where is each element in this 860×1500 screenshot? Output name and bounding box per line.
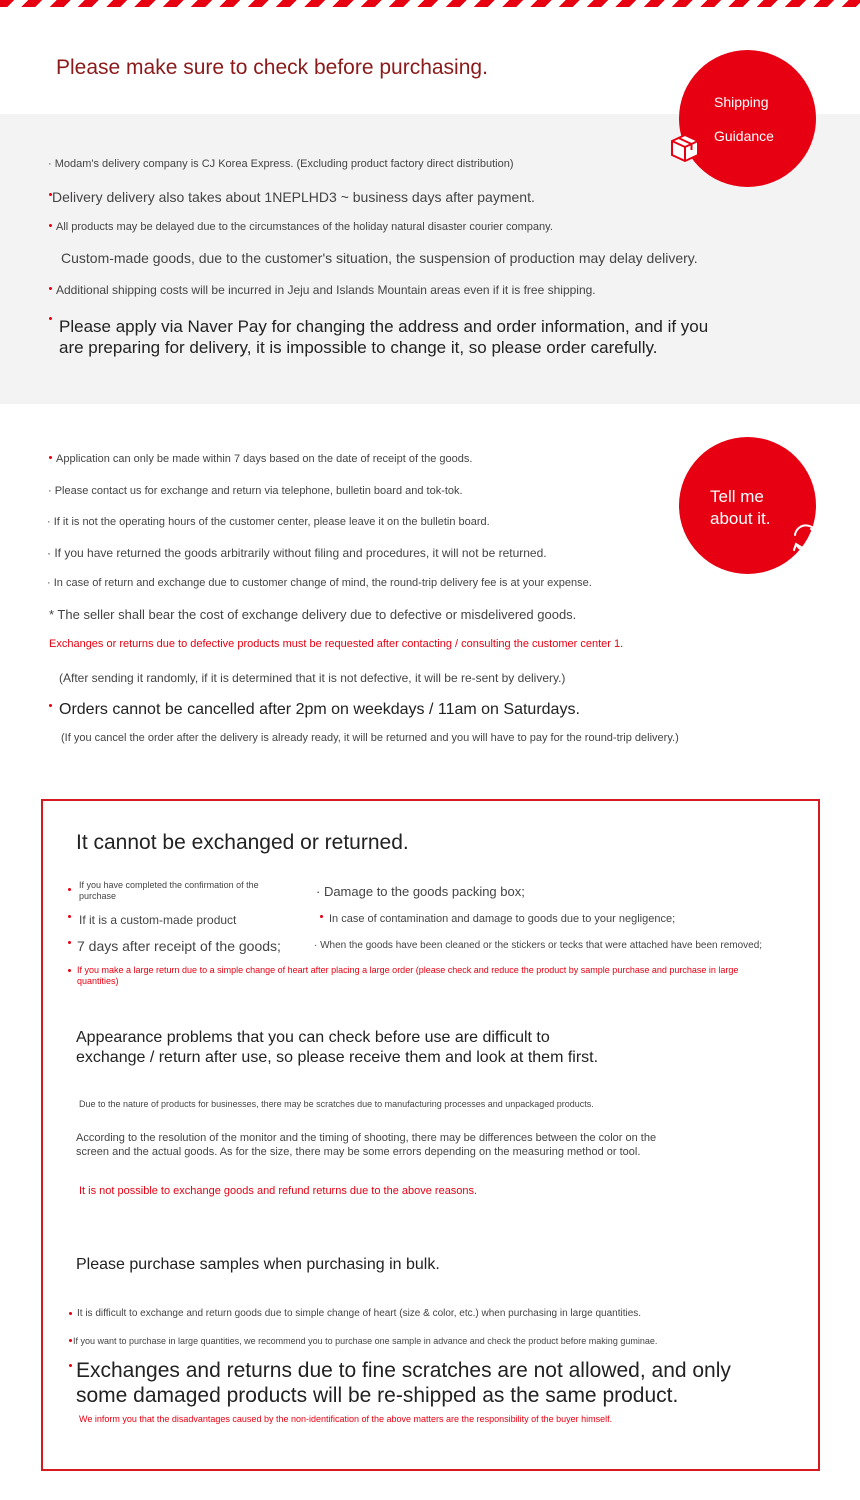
appearance-note: Due to the nature of products for businesses, there may be scratches due to manufacturing processes and unpackaged products. (79, 1099, 594, 1109)
no-return-right-item: In case of contamination and damage to goods due to your negligence; (329, 913, 676, 925)
exchange-item: · In case of return and exchange due to customer change of mind, the round-trip delivery fee is at your expense. (47, 577, 592, 589)
exchange-item: * The seller shall bear the cost of exchange delivery due to defective or misdelivered goods. (49, 607, 577, 622)
bullet-dot (68, 888, 71, 891)
bullet-dot (49, 704, 52, 707)
bullet-dot (320, 915, 323, 918)
box-icon (669, 132, 701, 164)
no-return-left-item: 7 days after receipt of the goods; (77, 938, 281, 954)
exchange-item: (After sending it randomly, if it is determined that it is not defective, it will be re-sent by delivery.) (59, 671, 566, 685)
shipping-item: · Modam's delivery company is CJ Korea Express. (Excluding product factory direct distribution) (48, 158, 514, 170)
shipping-guidance-badge (679, 50, 816, 187)
bullet-dot (69, 1339, 72, 1342)
shipping-item: are preparing for delivery, it is impossible to change it, so please order carefully. (59, 338, 658, 357)
bulk-item: It is difficult to exchange and return goods due to simple change of heart (size & color, etc.) when purchasing in large quantities. (77, 1308, 642, 1319)
shipping-badge-line1: Shipping (714, 94, 769, 110)
shipping-badge-line2: Guidance (714, 128, 774, 144)
bullet-dot (68, 969, 71, 972)
bullet-dot (49, 456, 52, 459)
shipping-item: Delivery delivery also takes about 1NEPLHD3 ~ business days after payment. (52, 189, 535, 205)
bullet-dot (68, 941, 71, 944)
appearance-note: screen and the actual goods. As for the size, there may be some errors depending on the measuring method or tool. (76, 1146, 641, 1158)
bullet-dot (69, 1312, 72, 1315)
bulk-emphasis-line1: Exchanges and returns due to fine scratches are not allowed, and only (76, 1359, 731, 1382)
exchange-item: Orders cannot be cancelled after 2pm on weekdays / 11am on Saturdays. (59, 701, 580, 718)
bullet-dot (49, 287, 52, 290)
appearance-title-line2: exchange / return after use, so please receive them and look at them first. (76, 1049, 599, 1066)
bullet-dot (49, 224, 52, 227)
exchange-item-warning: Exchanges or returns due to defective products must be requested after contacting / consulting the customer center 1. (49, 638, 624, 650)
large-order-note: If you make a large return due to a simple change of heart after placing a large order (please check and reduce the product by sample purchase and purchase in large quantities) (77, 965, 739, 986)
no-return-right-item: · When the goods have been cleaned or the stickers or tecks that were attached have been removed; (314, 940, 763, 951)
shipping-item: Additional shipping costs will be incurred in Jeju and Islands Mountain areas even if it is free shipping. (56, 283, 596, 297)
tell-badge-line2: about it. (710, 509, 771, 528)
bullet-dot (68, 915, 71, 918)
no-return-left-item: If it is a custom-made product (79, 913, 237, 927)
exchange-item: Application can only be made within 7 days based on the date of receipt of the goods. (56, 453, 473, 465)
appearance-note: According to the resolution of the monitor and the timing of shooting, there may be differences between the color on the (76, 1132, 657, 1144)
no-return-left-item: If you have completed the confirmation of the purchase (79, 880, 259, 901)
bulk-emphasis-line2: some damaged products will be re-shipped as the same product. (76, 1384, 679, 1407)
bullet-dot (49, 317, 52, 320)
no-return-title: It cannot be exchanged or returned. (76, 831, 409, 854)
bulk-title: Please purchase samples when purchasing in bulk. (76, 1256, 440, 1273)
shipping-item: All products may be delayed due to the circumstances of the holiday natural disaster courier company. (56, 221, 553, 233)
appearance-warning: It is not possible to exchange goods and refund returns due to the above reasons. (79, 1185, 478, 1197)
shipping-item: Custom-made goods, due to the customer's situation, the suspension of production may delay delivery. (61, 250, 698, 266)
exchange-item: (If you cancel the order after the delivery is already ready, it will be returned and you will have to pay for the round-trip delivery.) (61, 732, 679, 744)
page-headline: Please make sure to check before purchasing. (56, 56, 488, 79)
exchange-item: · If you have returned the goods arbitrarily without filing and procedures, it will not be returned. (47, 546, 547, 560)
tell-badge-line1: Tell me (710, 487, 764, 506)
shipping-item: Please apply via Naver Pay for changing the address and order information, and if you (59, 317, 709, 336)
exchange-item: · If it is not the operating hours of the customer center, please leave it on the bulletin board. (47, 516, 490, 528)
top-stripe-border (0, 0, 860, 7)
no-return-right-item: · Damage to the goods packing box; (316, 884, 525, 899)
exchange-cycle-icon (787, 521, 825, 555)
bullet-dot (69, 1364, 72, 1367)
buyer-responsibility-disclaimer: We inform you that the disadvantages caused by the non-identification of the above matters are the responsibility of the buyer himself. (79, 1414, 613, 1424)
exchange-item: · Please contact us for exchange and return via telephone, bulletin board and tok-tok. (48, 485, 463, 497)
appearance-title-line1: Appearance problems that you can check before use are difficult to (76, 1029, 550, 1046)
bulk-item: If you want to purchase in large quantities, we recommend you to purchase one sample in advance and check the product before making guminae. (73, 1336, 658, 1346)
